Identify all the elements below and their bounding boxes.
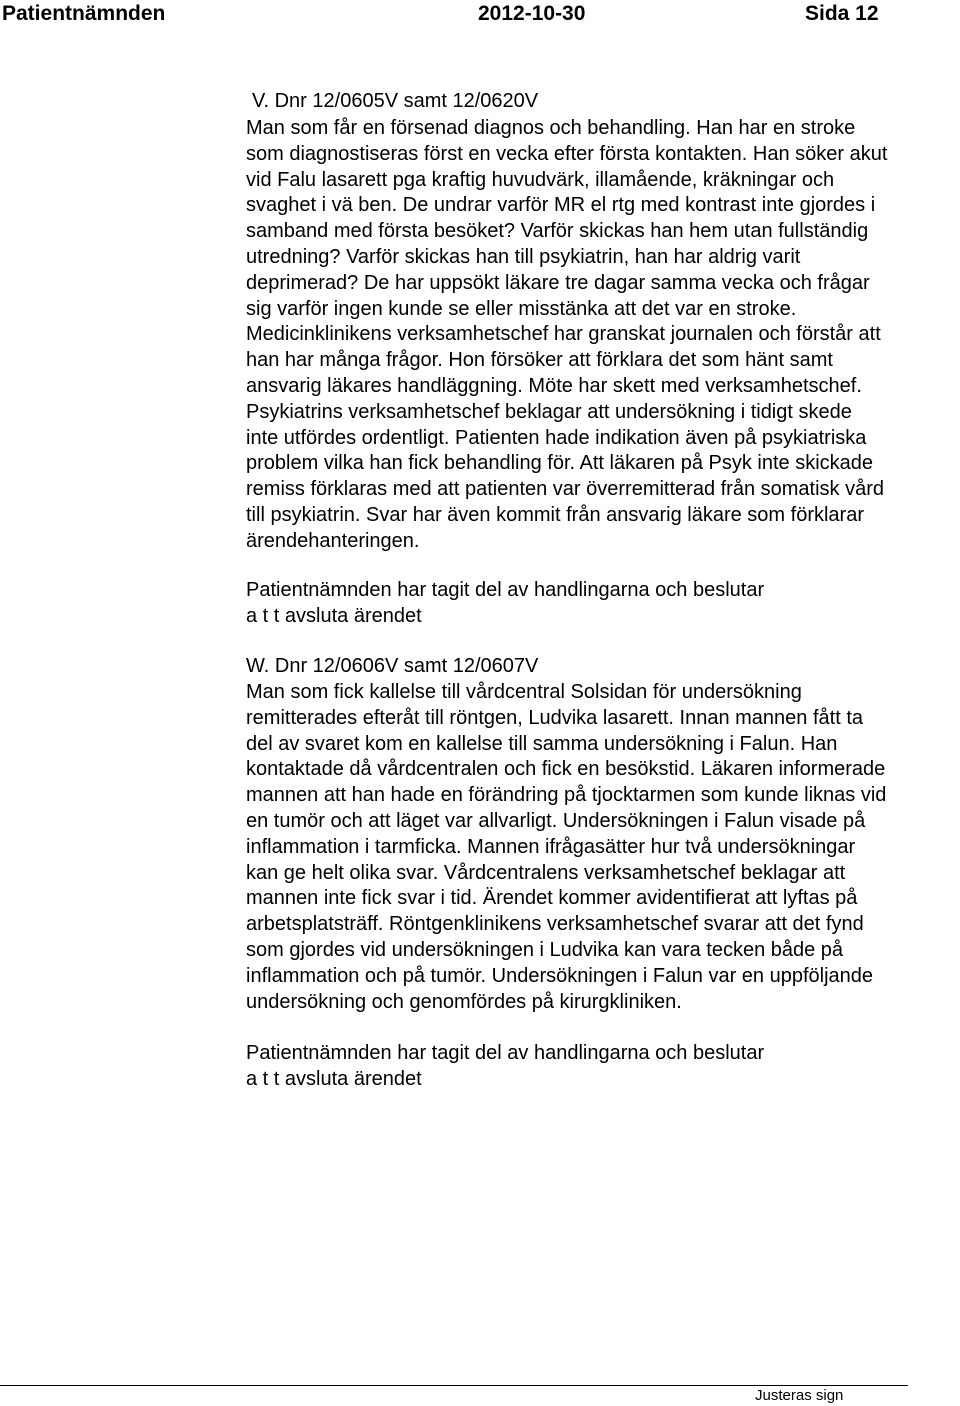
case-w-decision	[246, 1040, 764, 1092]
signature-line	[0, 1385, 908, 1386]
case-v-line: utredning? Varför skickas han till psykiatrin, han har aldrig varit	[246, 245, 801, 268]
decision-text: Patientnämnden har tagit del av handlingarna och beslutar	[246, 1042, 765, 1064]
case-w-line: inflammation i tarmficka. Mannen ifrågasätter hur två undersökningar	[246, 835, 856, 858]
case-v-line: sig varför ingen kunde se eller misstänka att det var en stroke.	[246, 297, 797, 320]
decision-outcome: a t t avsluta ärendet	[246, 1068, 422, 1090]
case-w-line: mannen att han hade en förändring på tjocktarmen som kunde liknas vid	[246, 784, 887, 807]
case-v-line: svaghet i vä ben. De undrar varför MR el rtg med kontrast inte gjordes i	[246, 194, 876, 217]
case-v-line: till psykiatrin. Svar har även kommit från ansvarig läkare som förklarar	[246, 503, 864, 526]
case-w-line: en tumör och att läget var allvarligt. Undersökningen i Falun visade på	[246, 809, 866, 832]
signature-label: Justeras sign	[755, 1387, 844, 1404]
case-v-line: Man som får en försenad diagnos och behandling. Han har en stroke	[246, 117, 856, 139]
case-v-line: vid Falu lasarett pga kraftig huvudvärk, illamående, kräkningar och	[246, 168, 835, 191]
case-v-line: problem vilka han fick behandling för. Att läkaren på Psyk inte skickade	[246, 452, 874, 475]
case-w-line: som gjordes vid undersökningen i Ludvika kan vara tecken både på	[246, 938, 844, 961]
header-organization: Patientnämnden	[2, 2, 166, 25]
case-w-line: del av svaret kom en kallelse till samma undersökning i Falun. Han	[246, 732, 838, 755]
case-v-line: samband med första besöket? Varför skickas han hem utan fullständig	[246, 220, 869, 243]
case-w-line: undersökning och genomfördes på kirurgkliniken.	[246, 990, 682, 1013]
case-w-line: kontaktade då vårdcentralen och fick en besökstid. Läkaren informerade	[246, 758, 886, 781]
case-w-line: arbetsplatsträff. Röntgenklinikens verksamhetschef svarar att det fynd	[246, 913, 864, 936]
case-w-heading: W. Dnr 12/0606V samt 12/0607V	[246, 655, 539, 677]
decision-outcome: a t t avsluta ärendet	[246, 605, 422, 627]
case-v-line: deprimerad? De har uppsökt läkare tre dagar samma vecka och frågar	[246, 271, 870, 294]
case-v-line: Psykiatrins verksamhetschef beklagar att undersökning i tidigt skede	[246, 400, 852, 423]
case-w-line: remitterades efteråt till röntgen, Ludvika lasarett. Innan mannen fått ta	[246, 706, 864, 729]
case-w-line: mannen inte fick svar i tid. Ärendet kommer avidentifierat att lyftas på	[246, 887, 858, 910]
case-w-line: Man som fick kallelse till vårdcentral Solsidan för undersökning	[246, 681, 802, 703]
case-v-decision	[246, 577, 764, 629]
case-v-line: som diagnostiseras först en vecka efter första kontakten. Han söker akut	[246, 142, 888, 165]
case-v-line: inte utfördes ordentligt. Patienten hade indikation även på psykiatriska	[246, 426, 867, 449]
header-page-number: Sida 12	[805, 2, 879, 25]
case-v-line: ärendehanteringen.	[246, 529, 420, 552]
case-w-line: inflammation och på tumör. Undersökningen i Falun var en uppföljande	[246, 964, 874, 987]
case-v-line: remiss förklaras med att patienten var överremitterad från somatisk vård	[246, 478, 885, 501]
case-v-body	[246, 116, 958, 555]
page-header	[0, 0, 960, 30]
case-v-line: ansvarig läkares handläggning. Möte har skett med verksamhetschef.	[246, 374, 862, 397]
case-w-body	[246, 680, 958, 1015]
case-v-heading: V. Dnr 12/0605V samt 12/0620V	[252, 90, 539, 112]
case-v-line: han har många frågor. Hon försöker att förklara det som hänt samt	[246, 349, 833, 372]
header-date: 2012-10-30	[478, 2, 586, 25]
case-w-line: kan ge helt olika svar. Vårdcentralens verksamhetschef beklagar att	[246, 861, 846, 884]
case-v-line: Medicinklinikens verksamhetschef har granskat journalen och förstår att	[246, 323, 881, 346]
decision-text: Patientnämnden har tagit del av handlingarna och beslutar	[246, 579, 765, 601]
